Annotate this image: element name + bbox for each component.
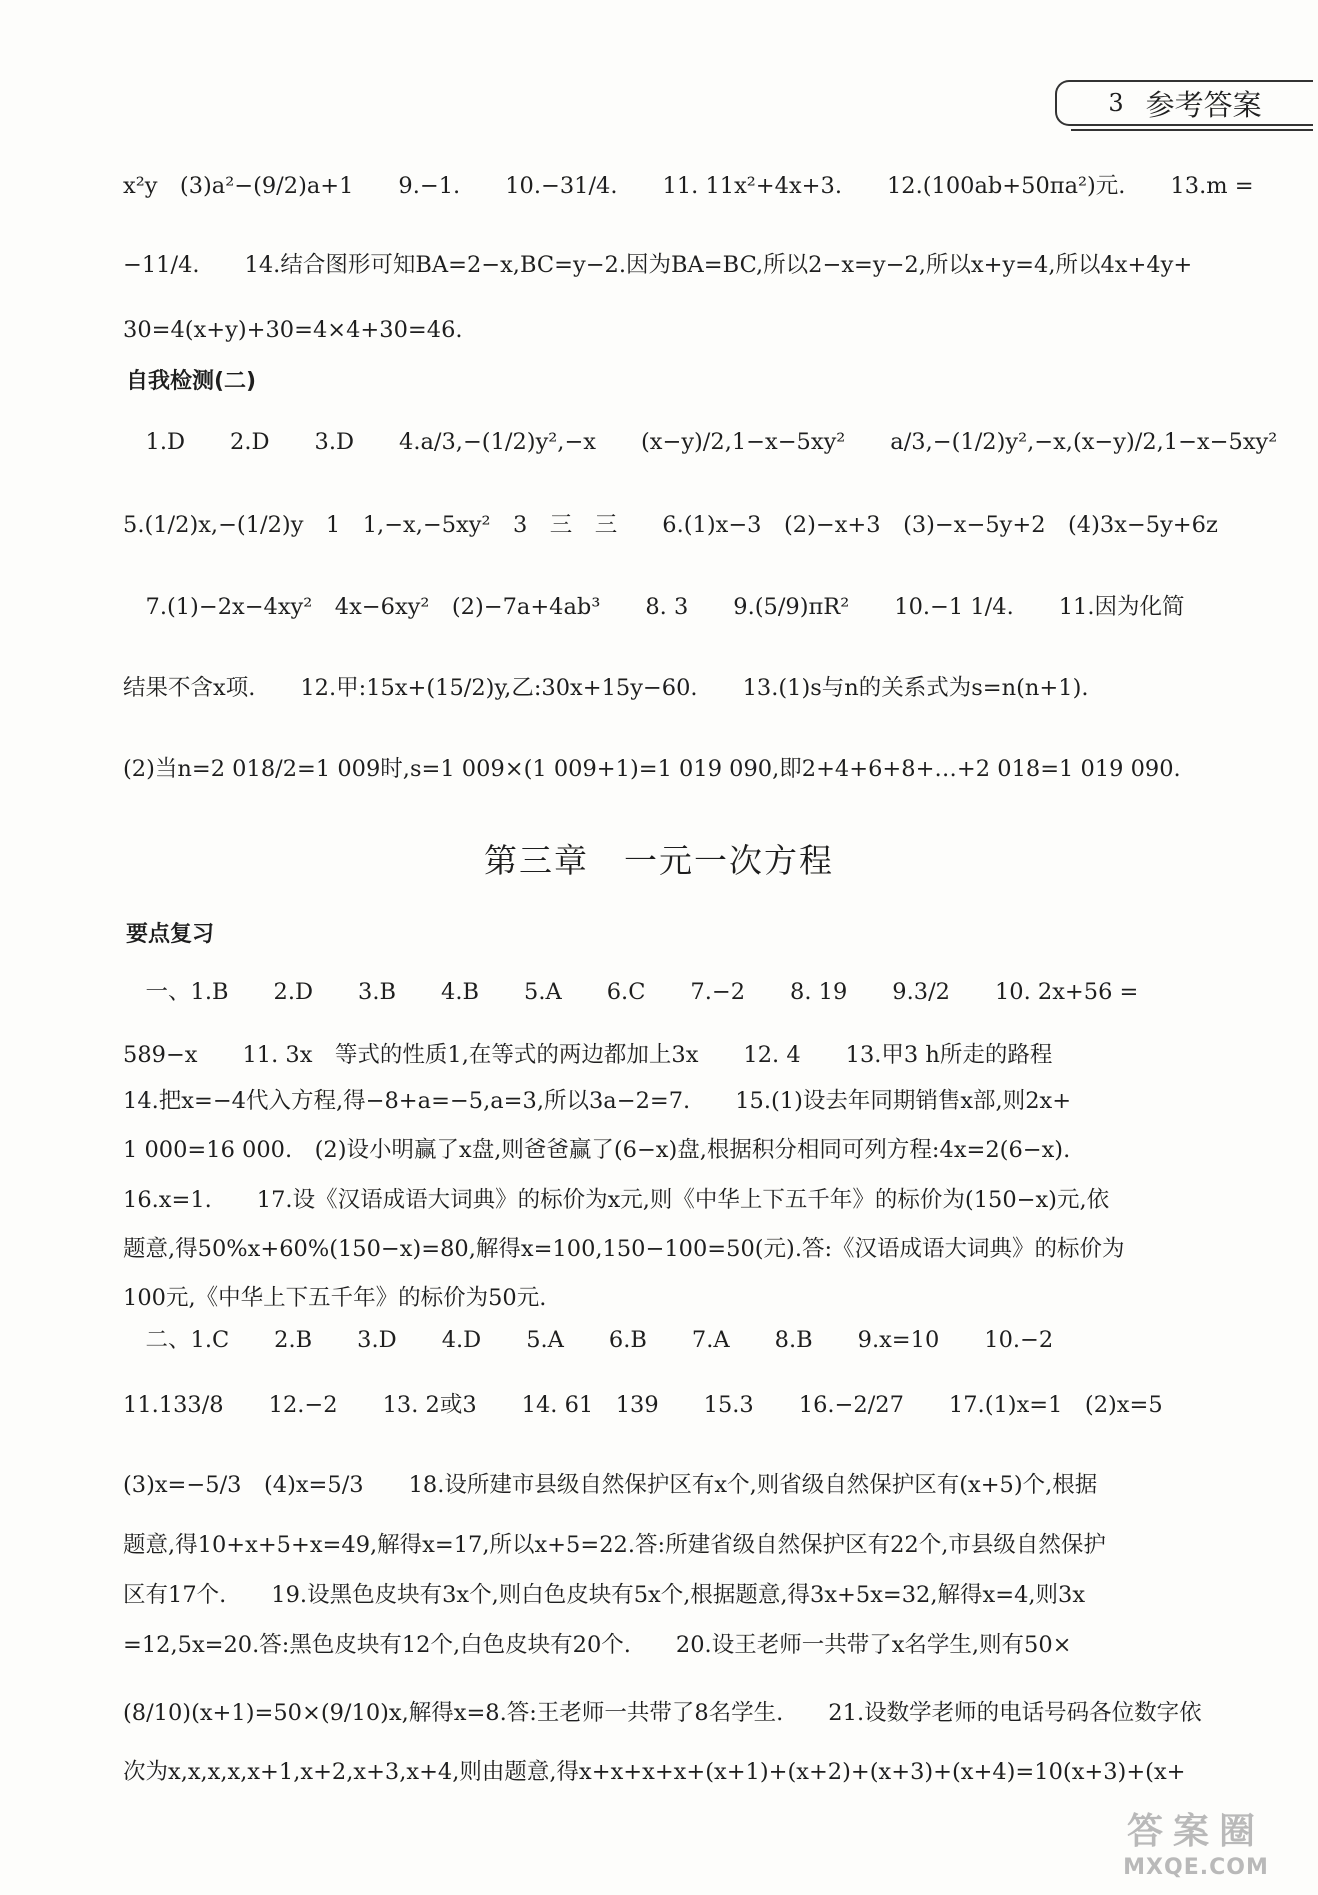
section-heading-review: 要点复习	[126, 922, 215, 947]
answer-line: −11/4. 14.结合图形可知BA=2−x,BC=y−2.因为BA=BC,所以2−x=y−2,所以x+y=4,所以4x+4y+	[123, 252, 1193, 278]
answer-line: 7.(1)−2x−4xy² 4x−6xy² (2)−7a+4ab³ 8. 3 9.(5/9)πR² 10.−1 1/4. 11.因为化简	[123, 594, 1185, 620]
answer-line: (3)x=−5/3 (4)x=5/3 18.设所建市县级自然保护区有x个,则省级自然保护区有(x+5)个,根据	[123, 1472, 1098, 1498]
watermark-url: MXQE.COM	[1123, 1855, 1269, 1880]
header-title: 参考答案	[1145, 87, 1262, 122]
answer-line: 一、1.B 2.D 3.B 4.B 5.A 6.C 7.−2 8. 19 9.3/2 10. 2x+56 =	[123, 979, 1139, 1005]
page-header-tab	[1055, 80, 1313, 126]
page-number: 3	[1108, 89, 1124, 117]
watermark-text: 答案圈	[1126, 1811, 1265, 1852]
answer-line: 5.(1/2)x,−(1/2)y 1 1,−x,−5xy² 3 三 三 6.(1)x−3 (2)−x+3 (3)−x−5y+2 (4)3x−5y+6z	[123, 512, 1218, 538]
section-heading-self-test: 自我检测(二)	[126, 369, 257, 394]
answer-line: 1.D 2.D 3.D 4.a/3,−(1/2)y²,−x (x−y)/2,1−x−5xy² a/3,−(1/2)y²,−x,(x−y)/2,1−x−5xy²	[123, 429, 1278, 455]
answer-line: x²y (3)a²−(9/2)a+1 9.−1. 10.−31/4. 11. 11x²+4x+3. 12.(100ab+50πa²)元. 13.m =	[123, 173, 1254, 199]
watermark-logo	[1086, 1809, 1306, 1887]
answer-line: 次为x,x,x,x,x+1,x+2,x+3,x+4,则由题意,得x+x+x+x+(x+1)+(x+2)+(x+3)+(x+4)=10(x+3)+(x+	[123, 1759, 1186, 1785]
answer-line: 区有17个. 19.设黑色皮块有3x个,则白色皮块有5x个,根据题意,得3x+5x=32,解得x=4,则3x	[123, 1582, 1086, 1608]
chapter-title: 第三章 一元一次方程	[484, 841, 834, 880]
answer-line: 题意,得10+x+5+x=49,解得x=17,所以x+5=22.答:所建省级自然保护区有22个,市县级自然保护	[123, 1532, 1106, 1558]
answer-line: 结果不含x项. 12.甲:15x+(15/2)y,乙:30x+15y−60. 13.(1)s与n的关系式为s=n(n+1).	[123, 675, 1089, 701]
answer-line: (8/10)(x+1)=50×(9/10)x,解得x=8.答:王老师一共带了8名学生. 21.设数学老师的电话号码各位数字依	[123, 1700, 1202, 1726]
answer-line: 100元,《中华上下五千年》的标价为50元.	[123, 1285, 547, 1311]
answer-line: 11.133/8 12.−2 13. 2或3 14. 61 139 15.3 16.−2/27 17.(1)x=1 (2)x=5	[123, 1392, 1163, 1418]
answer-line: 14.把x=−4代入方程,得−8+a=−5,a=3,所以3a−2=7. 15.(1)设去年同期销售x部,则2x+	[123, 1088, 1072, 1114]
answer-line: 16.x=1. 17.设《汉语成语大词典》的标价为x元,则《中华上下五千年》的标价为(150−x)元,依	[123, 1187, 1110, 1213]
answer-line: 30=4(x+y)+30=4×4+30=46.	[123, 317, 463, 343]
answer-line: 589−x 11. 3x 等式的性质1,在等式的两边都加上3x 12. 4 13.甲3 h所走的路程	[123, 1042, 1053, 1068]
answer-line: =12,5x=20.答:黑色皮块有12个,白色皮块有20个. 20.设王老师一共带了x名学生,则有50×	[123, 1632, 1072, 1658]
answer-line: 二、1.C 2.B 3.D 4.D 5.A 6.B 7.A 8.B 9.x=10 10.−2	[123, 1327, 1054, 1353]
answer-line: (2)当n=2 018/2=1 009时,s=1 009×(1 009+1)=1 019 090,即2+4+6+8+…+2 018=1 019 090.	[123, 756, 1181, 782]
answer-line: 1 000=16 000. (2)设小明赢了x盘,则爸爸赢了(6−x)盘,根据积分相同可列方程:4x=2(6−x).	[123, 1137, 1071, 1163]
answer-line: 题意,得50%x+60%(150−x)=80,解得x=100,150−100=50(元).答:《汉语成语大词典》的标价为	[123, 1236, 1125, 1262]
